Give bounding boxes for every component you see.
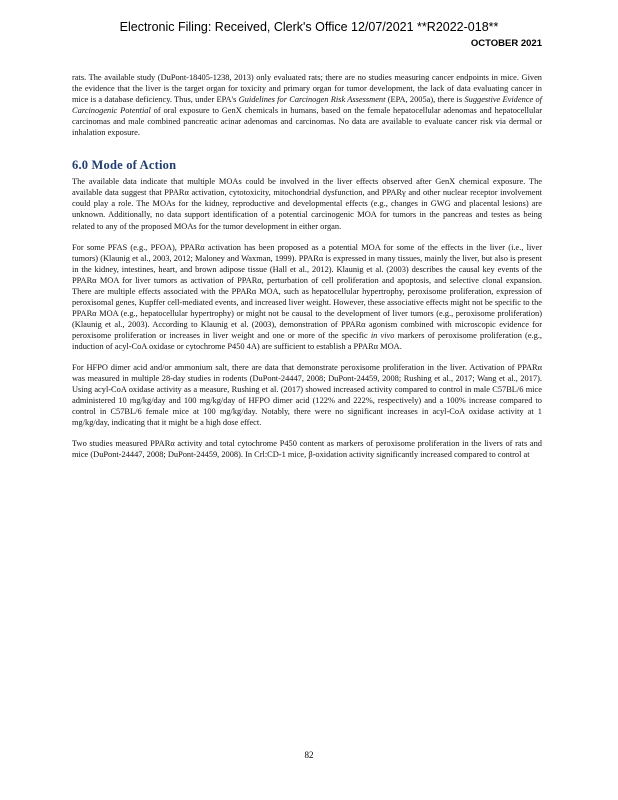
document-date: OCTOBER 2021 <box>470 38 542 49</box>
text-run: (EPA, 2005a), there is <box>385 95 465 105</box>
paragraph-hfpo-dimer-acid: For HFPO dimer acid and/or ammonium salt, there are data that demonstrate peroxisome proliferation in the liver. Activation of PPARα was measured in multiple 28-day studies in rodents (DuPont-24447, 2008; DuPont-24459, 2008; Rushing et al., 2017; Wang et al., 2017). Using acyl-CoA oxidase activity as a measure, Rushing et al. (2017) showed increased activity compared to control in male C57BL/6 mice administered 10 mg/kg/day and 100 mg/kg/day of HFPO dimer acid (122% and 222%, respectively) and a 100% increase compared to control in C57BL/6 female mice at 100 mg/kg/day. Notably, there were no significant increases in acyl-CoA oxidase activity at 1 mg/kg/day, indicating that it might be a high dose effect. <box>72 363 542 428</box>
page-number: 82 <box>304 750 314 760</box>
paragraph-moa-overview: The available data indicate that multiple MOAs could be involved in the liver effects observed after GenX chemical exposure. The available data suggest that PPARα activation, cytotoxicity, mitochondrial dysfunction, and PPARγ and other nuclear receptor involvement could play a role. The MOAs for the kidney, reproductive and developmental effects (e.g., changes in GWG and placental lesions) are unknown. Additionally, no data support identification of a potential carcinogenic MOA for tumors in the pancreas and testes as being related to any of the proposed MOAs for the tumor development in either organ. <box>72 177 542 231</box>
paragraph-cancer-evaluation <box>72 72 542 138</box>
paragraph-peroxisome-studies: Two studies measured PPARα activity and total cytochrome P450 content as markers of peroxisome proliferation in the livers of rats and mice (DuPont-24447, 2008; DuPont-24459, 2008). In Crl:CD-1 mice, β-oxidation activity significantly increased compared to control at <box>72 439 542 460</box>
section-heading: 6.0 Mode of Action <box>72 158 177 173</box>
paragraph-ppar-alpha <box>72 242 542 352</box>
italic-suggestive-evidence: Suggestive Evidence of Carcinogenic Potential <box>72 95 543 116</box>
text-run: For some PFAS (e.g., PFOA), PPARα activation has been proposed as a potential MOA for some of the effects in the liver (i.e., liver tumors) (Klaunig et al., 2003, 2012; Maloney and Waxman, 1999). PPARα is expressed in many tissues, mainly the liver, but also is present in the kidney, intestines, heart, and brown adipose tissue (Hall et al., 2012). Klaunig et al. (2003) describes the causal key events of the PPARα MOA for liver tumors as activation of PPARα, perturbation of cell proliferation and apoptosis, and selective clonal expansion. There are multiple effects associated with the PPARα MOA, such as hepatocellular hypertrophy, peroxisome proliferation, expression of peroxisomal genes, Kupffer cell-mediated events, and increased liver weight. However, these associative effects might not be specific to the PPARα MOA (e.g., hepatocellular hypertrophy) or might not be causal to the development of liver tumors (e.g., peroxisome proliferation) (Klaunig et al., 2003). According to Klaunig et al. (2003), demonstration of PPARα agonism combined with microscopic evidence for peroxisome proliferation or increases in liver weight and one or more of the specific <box>72 242 542 340</box>
text-run: markers of peroxisome proliferation (e.g., induction of acyl-CoA oxidase or cytochrome P450 4A) are sufficient to establish a PPARα MOA. <box>72 330 543 351</box>
document-body <box>72 72 542 470</box>
text-run: rats. The available study (DuPont-18405-1238, 2013) only evaluated rats; there are no studies measuring cancer endpoints in mice. Given the evidence that the liver is the target organ for toxicity and primary organ for tumor development, the lack of data evaluating cancer in mice is a database deficiency. Thus, under EPA's <box>72 73 542 105</box>
text-run: of oral exposure to GenX chemicals in humans, based on the female hepatocellular adenomas and hepatocellular carcinomas and male combined pancreatic acinar adenomas and carcinomas. No data are available to evaluate cancer risk via dermal or inhalation exposure. <box>72 106 543 138</box>
italic-in-vivo: in vivo <box>370 330 395 340</box>
italic-guidelines-title: Guidelines for Carcinogen Risk Assessment <box>238 95 386 105</box>
filing-header: Electronic Filing: Received, Clerk's Office 12/07/2021 **R2022-018** <box>119 20 499 34</box>
